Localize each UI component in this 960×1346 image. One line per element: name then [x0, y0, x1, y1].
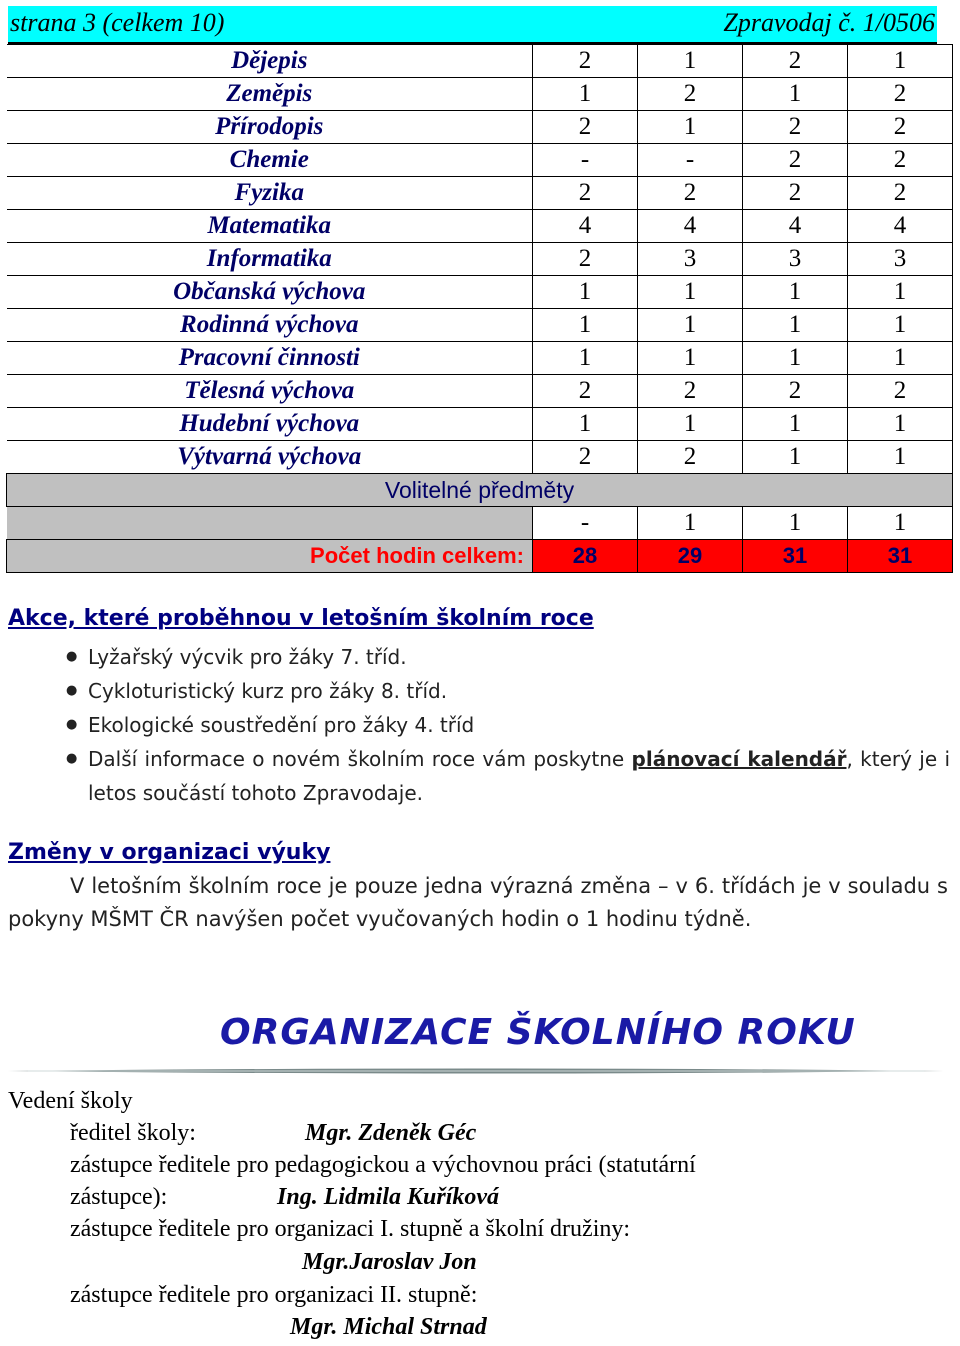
- hours-cell: 2: [848, 375, 953, 408]
- list-item: ● Ekologické soustředění pro žáky 4. tříd: [70, 708, 950, 742]
- elective-cell: 1: [638, 507, 743, 540]
- deputy1-name: Ing. Lidmila Kuříková: [277, 1184, 500, 1210]
- hours-cell: 1: [848, 309, 953, 342]
- table-row: [7, 408, 953, 441]
- hours-cell: -: [533, 144, 638, 177]
- hours-cell: 3: [743, 243, 848, 276]
- elective-header-row: [7, 474, 953, 507]
- hours-cell: 2: [848, 177, 953, 210]
- hours-cell: 2: [743, 144, 848, 177]
- subject-name: Rodinná výchova: [7, 309, 533, 342]
- hours-cell: 1: [638, 276, 743, 309]
- hours-cell: 2: [848, 111, 953, 144]
- table-row: [7, 210, 953, 243]
- table-row: [7, 78, 953, 111]
- hours-cell: 2: [743, 45, 848, 78]
- table-row: [7, 375, 953, 408]
- hours-cell: -: [638, 144, 743, 177]
- hours-cell: 1: [743, 408, 848, 441]
- deputy1-label-cont: zástupce):: [70, 1184, 168, 1210]
- elective-row: [7, 507, 953, 540]
- hours-cell: 2: [743, 111, 848, 144]
- hours-cell: 2: [533, 111, 638, 144]
- hours-cell: 2: [848, 144, 953, 177]
- changes-heading: Změny v organizaci výuky: [8, 840, 331, 865]
- hours-cell: 1: [533, 342, 638, 375]
- hours-cell: 3: [638, 243, 743, 276]
- table-row: [7, 309, 953, 342]
- hours-cell: 2: [638, 177, 743, 210]
- elective-cell: 1: [848, 507, 953, 540]
- subject-name: Fyzika: [7, 177, 533, 210]
- hours-cell: 2: [533, 243, 638, 276]
- table-row: [7, 144, 953, 177]
- subject-name: Informatika: [7, 243, 533, 276]
- subject-name: Výtvarná výchova: [7, 441, 533, 474]
- elective-cell: -: [533, 507, 638, 540]
- table-row: [7, 243, 953, 276]
- hours-cell: 1: [638, 45, 743, 78]
- hours-cell: 2: [743, 177, 848, 210]
- subject-name: Přírodopis: [7, 111, 533, 144]
- subject-name: Občanská výchova: [7, 276, 533, 309]
- director-label: ředitel školy:: [70, 1120, 196, 1146]
- hours-cell: 1: [743, 309, 848, 342]
- hours-cell: 1: [848, 45, 953, 78]
- director-name: Mgr. Zdeněk Géc: [305, 1120, 477, 1146]
- hours-cell: 4: [533, 210, 638, 243]
- elective-cell: 1: [743, 507, 848, 540]
- total-row: [7, 540, 953, 573]
- hours-cell: 2: [533, 441, 638, 474]
- hours-cell: 1: [638, 342, 743, 375]
- list-item: ● Cykloturistický kurz pro žáky 8. tříd.: [70, 674, 950, 708]
- hours-cell: 1: [533, 309, 638, 342]
- hours-cell: 2: [638, 78, 743, 111]
- subject-name: Pracovní činnosti: [7, 342, 533, 375]
- total-label: Počet hodin celkem:: [7, 540, 533, 573]
- deputy1-label: zástupce ředitele pro pedagogickou a výchovnou práci (statutární: [70, 1152, 696, 1178]
- hours-cell: 2: [533, 177, 638, 210]
- table-row: [7, 441, 953, 474]
- subject-name: Hudební výchova: [7, 408, 533, 441]
- subject-name: Chemie: [7, 144, 533, 177]
- subjects-table: [6, 44, 953, 573]
- hours-cell: 2: [638, 441, 743, 474]
- hours-cell: 1: [638, 408, 743, 441]
- deputy2-name: Mgr.Jaroslav Jon: [302, 1249, 477, 1275]
- list-item: ● Lyžařský výcvik pro žáky 7. tříd.: [70, 640, 950, 674]
- hours-cell: 1: [533, 408, 638, 441]
- hours-cell: 2: [533, 45, 638, 78]
- hours-cell: 3: [848, 243, 953, 276]
- deputy3-label: zástupce ředitele pro organizaci II. stupně:: [70, 1282, 478, 1308]
- info-text-end: , který je i letos součástí tohoto Zpravodaje.: [88, 747, 951, 805]
- table-row: [7, 177, 953, 210]
- subject-name: Tělesná výchova: [7, 375, 533, 408]
- hours-cell: 4: [638, 210, 743, 243]
- page-number: strana 3 (celkem 10): [10, 8, 225, 37]
- table-row: [7, 45, 953, 78]
- table-row: [7, 342, 953, 375]
- hours-cell: 1: [848, 441, 953, 474]
- management-heading: Vedení školy: [8, 1088, 133, 1114]
- total-cell: 29: [638, 540, 743, 573]
- hours-cell: 1: [743, 342, 848, 375]
- hours-cell: 1: [743, 78, 848, 111]
- decorative-divider: [8, 1066, 944, 1076]
- total-cell: 31: [848, 540, 953, 573]
- hours-cell: 1: [848, 342, 953, 375]
- section-banner: ORGANIZACE ŠKOLNÍHO ROKU: [220, 1012, 856, 1053]
- hours-cell: 1: [743, 441, 848, 474]
- deputy2-label: zástupce ředitele pro organizaci I. stupně a školní družiny:: [70, 1216, 631, 1242]
- hours-cell: 4: [743, 210, 848, 243]
- subject-name: Zeměpis: [7, 78, 533, 111]
- table-row: [7, 276, 953, 309]
- hours-cell: 1: [533, 78, 638, 111]
- hours-cell: 2: [533, 375, 638, 408]
- page-header: [8, 6, 937, 44]
- hours-cell: 4: [848, 210, 953, 243]
- events-list: [70, 640, 950, 810]
- table-row: [7, 111, 953, 144]
- subject-name: Matematika: [7, 210, 533, 243]
- hours-cell: 1: [638, 111, 743, 144]
- total-cell: 28: [533, 540, 638, 573]
- hours-cell: 1: [848, 276, 953, 309]
- hours-cell: 2: [848, 78, 953, 111]
- changes-text: V letošním školním roce je pouze jedna výrazná změna – v 6. třídách je v souladu s pokyny MŠMT ČR navýšen počet vyučovaných hodin o 1 hodinu týdně.: [8, 874, 948, 931]
- info-text: Další informace o novém školním roce vám poskytne: [88, 747, 632, 771]
- hours-cell: 1: [848, 408, 953, 441]
- subject-name: Dějepis: [7, 45, 533, 78]
- hours-cell: 1: [743, 276, 848, 309]
- total-cell: 31: [743, 540, 848, 573]
- elective-header: Volitelné předměty: [7, 474, 953, 507]
- newsletter-issue: Zpravodaj č. 1/0506: [723, 8, 935, 37]
- hours-cell: 2: [638, 375, 743, 408]
- deputy3-name: Mgr. Michal Strnad: [290, 1314, 487, 1340]
- calendar-link[interactable]: plánovací kalendář: [631, 747, 847, 771]
- elective-blank: [7, 507, 533, 540]
- hours-cell: 1: [638, 309, 743, 342]
- list-item: [70, 742, 950, 810]
- events-heading: Akce, které proběhnou v letošním školním roce: [8, 606, 594, 631]
- hours-cell: 2: [743, 375, 848, 408]
- hours-cell: 1: [533, 276, 638, 309]
